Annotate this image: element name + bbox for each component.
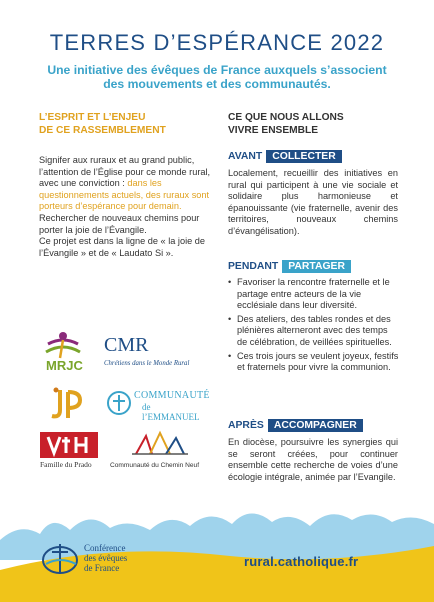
cef-line-3: de France	[84, 563, 120, 573]
bullet-item: • Ces trois jours se veulent joyeux, festifs et fraternels pour vivre la communion.	[228, 351, 400, 374]
subtitle-line-1: Une initiative des évêques de France auxquels s’associent	[47, 63, 387, 77]
left-paragraph-3: Ce projet est dans la ligne de « la joie de l’Évangile » et de « Laudato Si ».	[39, 236, 205, 258]
avant-section-label	[228, 150, 342, 163]
cef-line-1: Conférence	[84, 543, 126, 553]
bullet-item: • Des ateliers, des tables rondes et des plénières alterneront avec des temps de célébration, de veillées spirituelles.	[228, 314, 400, 349]
emmanuel-line-1: COMMUNAUTÉ	[134, 390, 210, 401]
left-body	[39, 155, 211, 259]
apres-text: En diocèse, poursuivre les synergies qui se seront créées, pour continuer ensemble cette recherche de voies d’une écologie intégrale, animée par l’Evangile.	[228, 437, 398, 482]
emmanuel-logo	[102, 386, 210, 422]
chemin-neuf-label: Communauté du Chemin Neuf	[110, 462, 200, 469]
cef-logo	[40, 540, 82, 578]
right-heading-line-1: CE QUE NOUS ALLONS	[228, 112, 344, 123]
left-paragraph-2: Rechercher de nouveaux chemins pour porter la joie de l’Évangile.	[39, 212, 200, 235]
left-paragraph-1	[39, 155, 211, 213]
pendant-section-label	[228, 260, 351, 273]
subtitle	[18, 63, 416, 91]
left-heading-line-2: DE CE RASSEMBLEMENT	[39, 125, 166, 136]
mrjc-label: MRJC	[46, 358, 83, 373]
bullet-item: • Favoriser la rencontre fraternelle et le partage entre acteurs de la vie ecclésiale dans leur diversité.	[228, 277, 400, 312]
page-title: TERRES D’ESPÉRANCE 2022	[49, 30, 385, 55]
apres-section-label	[228, 419, 363, 432]
avant-text: Localement, recueillir des initiatives en rural qui participent à une vie sociale et solidaire plus harmonieuse et épanouissante (vie fraternelle, avenir des territoires, nouveaux chemins d’évangélisation).	[228, 168, 398, 236]
left-heading	[39, 111, 209, 137]
prado-label: Famille du Prado	[40, 460, 92, 469]
accompagner-tag: ACCOMPAGNER	[268, 419, 363, 432]
pendant-bullets	[228, 277, 400, 376]
mrjc-logo	[38, 330, 88, 375]
left-p1-highlight: dans les questionnements actuels, des ruraux sont porteurs d’espérance pour demain.	[39, 178, 210, 212]
cef-name	[84, 543, 127, 573]
avant-label: AVANT	[228, 151, 263, 162]
cmr-name: Chrétiens dans le Monde Rural	[104, 360, 190, 367]
pendant-label: PENDANT	[228, 261, 279, 272]
partager-tag: PARTAGER	[282, 260, 351, 273]
right-heading	[228, 111, 408, 137]
emmanuel-line-2: de l’EMMANUEL	[142, 402, 200, 422]
cef-line-2: des évêques	[84, 553, 128, 563]
jp-logo	[46, 386, 86, 422]
collecter-tag: COLLECTER	[266, 150, 342, 163]
cmr-logo	[100, 334, 210, 374]
subtitle-line-2: des mouvements et des communautés.	[103, 77, 331, 91]
left-heading-line-1: L’ESPRIT ET L’ENJEU	[39, 112, 146, 123]
right-heading-line-2: VIVRE ENSEMBLE	[228, 125, 319, 136]
website-link[interactable]: rural.catholique.fr	[244, 554, 359, 569]
prado-logo	[40, 432, 100, 472]
chemin-neuf-logo	[108, 430, 218, 474]
left-p1-text: Signifer aux ruraux et au grand public, l’attention de l’Église pour ce monde rural, avec une conviction :	[39, 155, 211, 189]
cmr-abbr: CMR	[104, 334, 149, 356]
apres-label: APRÈS	[228, 420, 264, 431]
